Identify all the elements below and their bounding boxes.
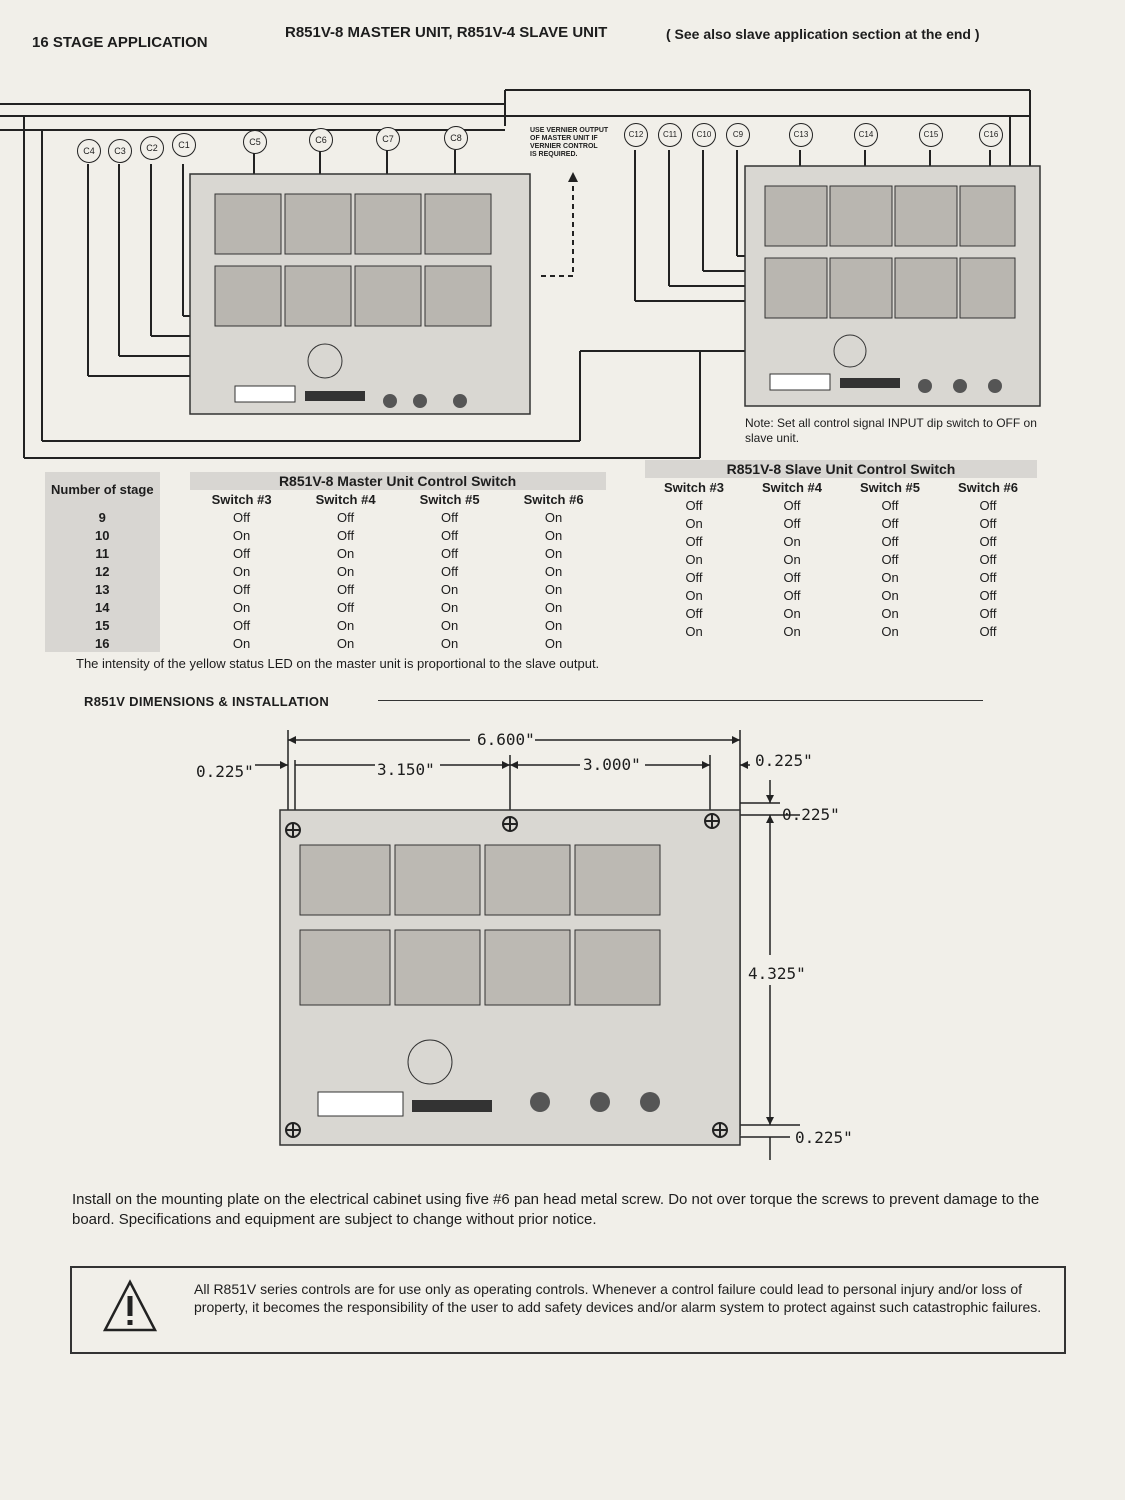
slave-switch-table — [645, 460, 1037, 640]
terminal-label: C10 — [692, 123, 716, 147]
terminal-label: C6 — [309, 128, 333, 152]
switch-cell: On — [232, 527, 251, 543]
switch-cell: Off — [979, 605, 997, 621]
switch-cell: On — [440, 599, 459, 615]
terminal-label: C8 — [444, 126, 468, 150]
terminal-label: C1 — [172, 133, 196, 157]
switch-cell: On — [336, 563, 355, 579]
stage-number: 14 — [45, 598, 160, 616]
switch-cell: On — [544, 581, 563, 597]
switch-cell: Off — [979, 623, 997, 639]
switch-cell: On — [232, 563, 251, 579]
switch-cell: On — [544, 509, 563, 525]
model-heading: R851V-8 MASTER UNIT, R851V-4 SLAVE UNIT — [285, 24, 608, 41]
switch-cell: On — [685, 515, 703, 531]
switch-cell: Off — [233, 581, 251, 597]
column-header: Switch #6 — [958, 479, 1018, 495]
switch-cell: On — [544, 635, 563, 651]
table-row — [645, 496, 1037, 514]
table-row — [45, 616, 606, 634]
column-header: Switch #5 — [419, 491, 480, 507]
terminal-label: C13 — [789, 123, 813, 147]
slave-board — [745, 166, 1040, 406]
master-switch-table — [45, 472, 606, 652]
switch-cell: Off — [881, 551, 899, 567]
switch-cell: On — [440, 635, 459, 651]
stage-number: 10 — [45, 526, 160, 544]
switch-cell: Off — [979, 515, 997, 531]
switch-cell: Off — [783, 515, 801, 531]
switch-cell: Off — [685, 569, 703, 585]
section-title: 16 STAGE APPLICATION — [32, 34, 208, 51]
switch-cell: On — [544, 617, 563, 633]
section-divider — [378, 700, 983, 701]
table-row — [645, 568, 1037, 586]
slave-dip-note: Note: Set all control signal INPUT dip switch to OFF on slave unit. — [745, 416, 1037, 445]
see-also-note: ( See also slave application section at the end ) — [666, 26, 980, 42]
switch-cell: On — [685, 587, 703, 603]
terminal-label: C15 — [919, 123, 943, 147]
switch-cell: On — [544, 527, 563, 543]
switch-cell: Off — [783, 497, 801, 513]
right-margin-label: 0.225" — [755, 751, 813, 770]
table-row — [45, 526, 606, 544]
stage-number: 16 — [45, 634, 160, 652]
slave-table-title: R851V-8 Slave Unit Control Switch — [645, 460, 1037, 478]
table-row — [645, 622, 1037, 640]
table-row — [645, 532, 1037, 550]
led-note: The intensity of the yellow status LED on the master unit is proportional to the slave output. — [76, 656, 600, 671]
height-label: 4.325" — [748, 964, 806, 983]
column-header: Switch #5 — [860, 479, 920, 495]
switch-cell: Off — [979, 569, 997, 585]
top-margin-label: 0.225" — [782, 805, 840, 824]
right-span-label: 3.000" — [583, 755, 641, 774]
terminal-label: C9 — [726, 123, 750, 147]
switch-cell: Off — [783, 587, 801, 603]
terminal-label: C4 — [77, 139, 101, 163]
switch-cell: Off — [337, 527, 355, 543]
switch-cell: On — [440, 617, 459, 633]
table-row — [45, 544, 606, 562]
warning-triangle-icon — [102, 1278, 158, 1334]
switch-cell: On — [336, 635, 355, 651]
switch-cell: Off — [979, 533, 997, 549]
switch-cell: On — [336, 617, 355, 633]
overall-width-label: 6.600" — [477, 730, 535, 749]
terminal-label: C2 — [140, 136, 164, 160]
board-outline — [280, 810, 740, 1145]
switch-cell: On — [685, 551, 703, 567]
install-instructions: Install on the mounting plate on the electrical cabinet using five #6 pan head metal screw. Do not over torque the screws to prevent damage to the board. Specifications and equipment are subject to change without prior notice. — [72, 1191, 1040, 1228]
switch-cell: On — [544, 545, 563, 561]
switch-cell: Off — [441, 509, 459, 525]
switch-cell: On — [544, 599, 563, 615]
table-row — [645, 514, 1037, 532]
stage-number: 12 — [45, 562, 160, 580]
bottom-margin-label: 0.225" — [795, 1128, 853, 1147]
master-board — [190, 174, 530, 414]
column-header: Switch #3 — [664, 479, 724, 495]
switch-cell: Off — [685, 497, 703, 513]
switch-cell: On — [685, 623, 703, 639]
table-row — [45, 508, 606, 526]
stage-number: 9 — [45, 508, 160, 526]
switch-cell: Off — [685, 533, 703, 549]
column-header: Switch #4 — [762, 479, 822, 495]
terminal-label: C11 — [658, 123, 682, 147]
switch-cell: On — [232, 635, 251, 651]
switch-cell: On — [544, 563, 563, 579]
switch-cell: Off — [783, 569, 801, 585]
terminal-label: C5 — [243, 130, 267, 154]
stage-number: 13 — [45, 580, 160, 598]
switch-cell: On — [881, 605, 899, 621]
switch-cell: On — [783, 623, 801, 639]
switch-cell: On — [881, 623, 899, 639]
vernier-note: USE VERNIER OUTPUT OF MASTER UNIT IF VERNIER CONTROL IS REQUIRED. — [530, 127, 609, 158]
terminal-label: C16 — [979, 123, 1003, 147]
column-header: Switch #3 — [211, 491, 272, 507]
terminal-label: C12 — [624, 123, 648, 147]
warning-box — [70, 1266, 1066, 1354]
terminal-label: C3 — [108, 139, 132, 163]
table-row — [645, 604, 1037, 622]
switch-cell: Off — [881, 497, 899, 513]
switch-cell: Off — [979, 497, 997, 513]
switch-cell: On — [440, 581, 459, 597]
switch-cell: Off — [881, 515, 899, 531]
switch-cell: Off — [685, 605, 703, 621]
table-row — [45, 598, 606, 616]
stage-number: 11 — [45, 544, 160, 562]
table-row — [645, 586, 1037, 604]
stage-number: 15 — [45, 616, 160, 634]
switch-cell: Off — [337, 581, 355, 597]
left-margin-label: 0.225" — [196, 762, 254, 781]
switch-cell: Off — [441, 527, 459, 543]
master-table-title: R851V-8 Master Unit Control Switch — [190, 472, 606, 490]
switch-cell: Off — [441, 545, 459, 561]
switch-cell: Off — [441, 563, 459, 579]
switch-cell: On — [783, 551, 801, 567]
table-row — [45, 580, 606, 598]
switch-cell: Off — [337, 509, 355, 525]
dimensions-drawing — [0, 720, 1125, 1180]
column-header: Switch #4 — [315, 491, 376, 507]
column-header: Switch #6 — [523, 491, 584, 507]
switch-cell: Off — [979, 587, 997, 603]
stage-header: Number of stage — [45, 472, 160, 508]
switch-cell: On — [783, 533, 801, 549]
terminal-label: C7 — [376, 127, 400, 151]
table-row — [645, 550, 1037, 568]
left-span-label: 3.150" — [377, 760, 435, 779]
switch-cell: Off — [233, 617, 251, 633]
table-row — [45, 562, 606, 580]
switch-cell: Off — [979, 551, 997, 567]
switch-cell: Off — [233, 509, 251, 525]
switch-cell: On — [232, 599, 251, 615]
switch-cell: On — [336, 545, 355, 561]
dimensions-title: R851V DIMENSIONS & INSTALLATION — [84, 694, 330, 709]
table-row — [45, 634, 606, 652]
warning-text: All R851V series controls are for use only as operating controls. Whenever a control failure could lead to personal injury and/or loss of property, it becomes the responsibility of the user to add safety devices and/or alarm system to protect against such catastrophic failures. — [194, 1281, 1042, 1315]
switch-cell: Off — [233, 545, 251, 561]
switch-cell: Off — [337, 599, 355, 615]
switch-cell: On — [783, 605, 801, 621]
switch-cell: Off — [881, 533, 899, 549]
switch-cell: On — [881, 569, 899, 585]
terminal-label: C14 — [854, 123, 878, 147]
switch-cell: On — [881, 587, 899, 603]
